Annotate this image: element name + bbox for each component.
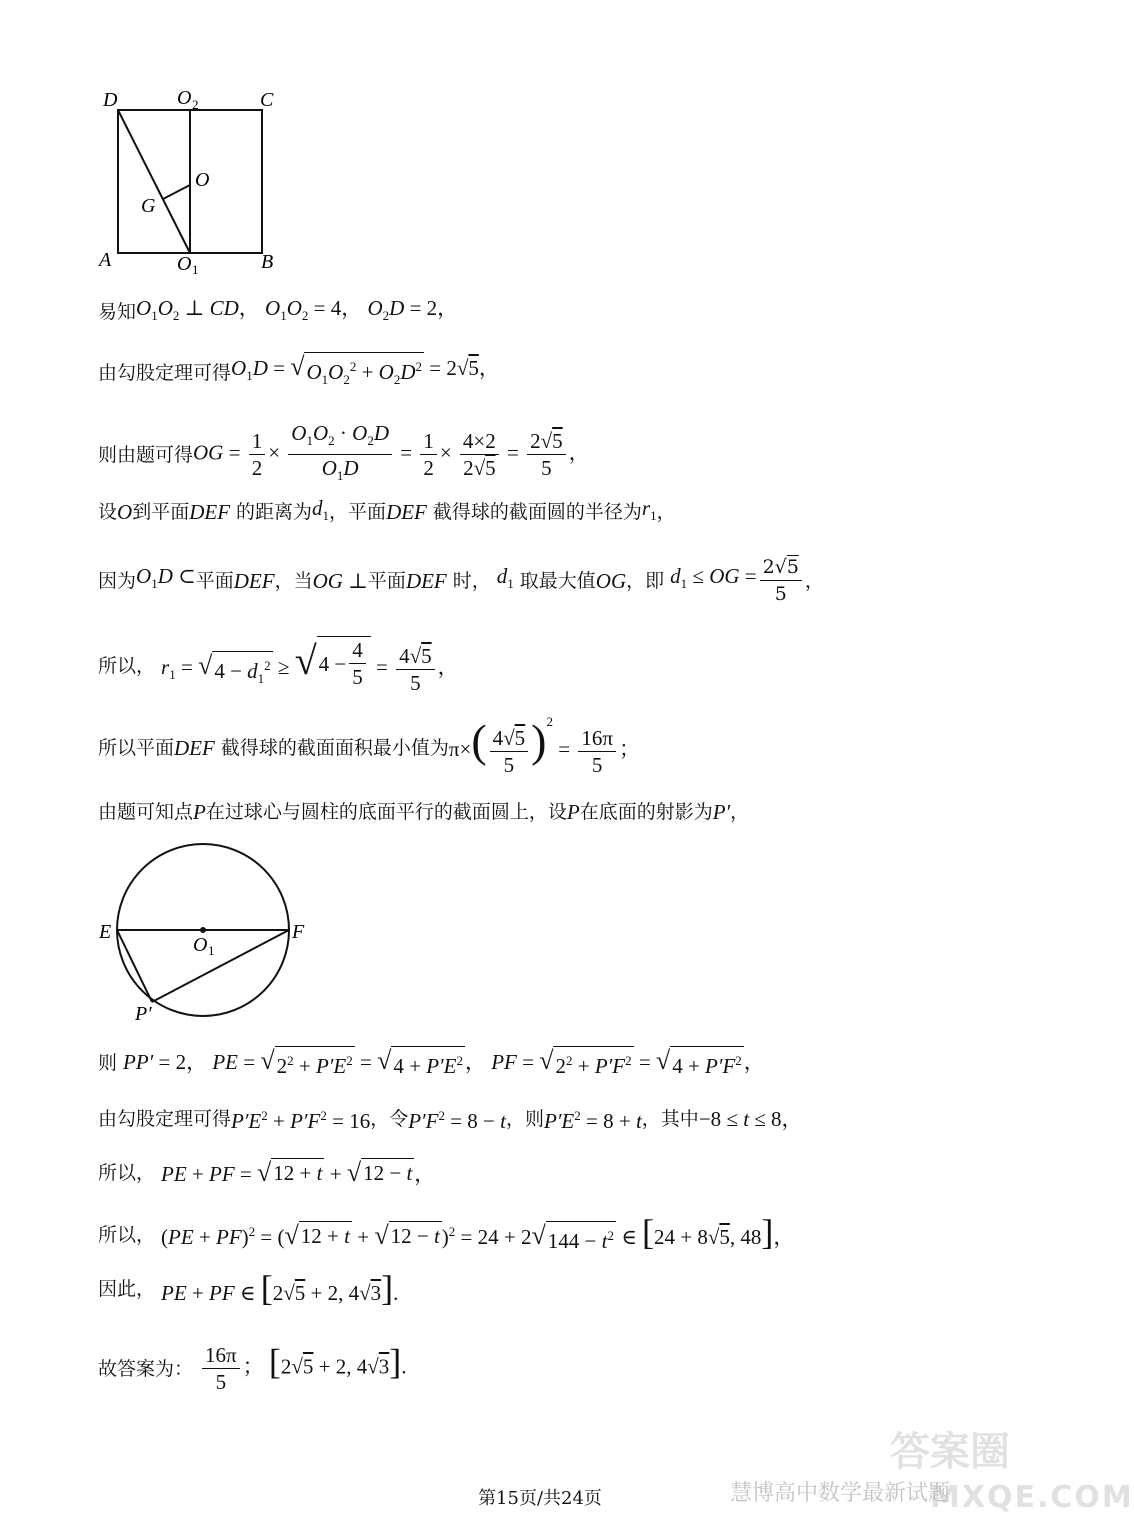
label-O2: O xyxy=(177,87,192,109)
math-6: $r_1$ = √ $4 - d_1^2$ ≥ √ 4 − $\frac{4}{5}$ = $\frac{4√5}{5}$ ， xyxy=(161,638,459,695)
math-13: PE + PF ∈ [2√5 + 2, 4√3]. xyxy=(161,1268,399,1308)
math-12: (PE + PF)$^2$ = ( √ 12 + t + √ 12 − t )$^2$ = 24 + 2 √ $144 - t^2$ ∈ [24 + 8√5, 48]， xyxy=(161,1212,795,1253)
label-E: E xyxy=(99,921,112,943)
text-line-11: 所以， PE + PF = √ 12 + t + √ 12 − t ， xyxy=(98,1158,436,1187)
label-O1-circle: O xyxy=(193,934,208,956)
label-O1-circle-sub: 1 xyxy=(208,943,215,958)
text-line-3: 则由题可得 OG = $\frac{1}{2}$ × $\frac{O_1O_2 \cdot O_2D}{O_1D}$ = $\frac{1}{2}$ × $\frac{4\times 2}{2√5}$ = $\frac{2√5}{5}$ ， xyxy=(98,420,590,489)
text-line-6: 所以， $r_1$ = √ $4 - d_1^2$ ≥ √ 4 − $\frac{4}{5}$ = $\frac{4√5}{5}$ ， xyxy=(98,638,459,695)
text-line-9: 则 PP′ = 2， PE = √ $2^2 + P'E^2$ = √ $4 + P'E^2$ ， PF = √ $2^2 + P'F^2$ = √ $4 + P'F^2$ ， xyxy=(98,1046,765,1078)
text-line-7: 所以平面 DEF 截得球的截面面积最小值为 π×( $\frac{4√5}{5}$ )$^2$ = $\frac{16\pi}{5}$ ； xyxy=(98,714,640,777)
figure-circle xyxy=(95,836,325,1032)
page-number: 第15页/共24页 xyxy=(478,1488,602,1509)
label-O2-sub: 2 xyxy=(192,97,199,112)
text-line-8: 由题可知点 P 在过球心与圆柱的底面平行的截面圆上，设 P 在底面的射影为 P′ ， xyxy=(98,800,750,824)
math-14: $\frac{16\pi}{5}$ ； [2√5 + 2, 4√3]. xyxy=(199,1342,407,1395)
math-11: PE + PF = √ 12 + t + √ 12 − t ， xyxy=(161,1158,436,1187)
wechat-watermark: 慧博高中数学最新试题 xyxy=(730,1481,951,1506)
label-O: O xyxy=(195,169,210,191)
figure-rectangle xyxy=(95,84,295,277)
text-line-10: 由勾股定理可得 $P'E^2 + P'F^2 = 16$ ，令 $P'F^2 = 8 - t$ ，则 $P'E^2 = 8 + t$ ，其中 −8 ≤ t ≤ 8， xyxy=(98,1106,803,1133)
label-D: D xyxy=(103,89,118,111)
text-line-12: 所以， (PE + PF)$^2$ = ( √ 12 + t + √ 12 − t )$^2$ = 24 + 2 √ $144 - t^2$ ∈ [24 + 8√5, 48]， xyxy=(98,1212,795,1253)
logo-watermark: 答案圈 xyxy=(890,1429,1010,1475)
text-line-14: 故答案为： $\frac{16\pi}{5}$ ； [2√5 + 2, 4√3]. xyxy=(98,1341,407,1394)
label-G: G xyxy=(141,195,156,217)
text-line-1: 易知 $O_1O_2$ ⊥ CD， $O_1O_2 = 4$， $O_2D = 2$， xyxy=(98,294,458,330)
label-F: F xyxy=(292,921,305,943)
math-2: $O_1D$ = √ $O_1O_2^2 + O_2D^2$ = 2√5， xyxy=(231,352,500,394)
math-7: π×( $\frac{4√5}{5}$ )$^2$ = $\frac{16\pi}{5}$ ； xyxy=(448,714,640,777)
label-C: C xyxy=(260,89,274,111)
text-line-13: 因此， PE + PF ∈ [2√5 + 2, 4√3]. xyxy=(98,1268,399,1308)
label-P-prime: P′ xyxy=(135,1003,152,1025)
text-line-2: 由勾股定理可得 $O_1D$ = √ $O_1O_2^2 + O_2D^2$ = 2√5， xyxy=(98,352,500,394)
math-9: PP′ = 2， PE = √ $2^2 + P'E^2$ = √ $4 + P'E^2$ ， PF = √ $2^2 + P'F^2$ = √ $4 + P'F^2$ ， xyxy=(123,1046,765,1078)
site-watermark: MXQE.COM xyxy=(930,1480,1134,1515)
math-3: OG = $\frac{1}{2}$ × $\frac{O_1O_2 \cdot O_2D}{O_1D}$ = $\frac{1}{2}$ × $\frac{4\times 2}{2√5}$ = $\frac{2√5}{5}$ ， xyxy=(193,421,590,484)
label-B: B xyxy=(261,251,274,273)
text-line-4: 设 O 到平面 DEF 的距离为 $d_1$ ，平面 DEF 截得球的截面圆的半径为 $r_1$ ， xyxy=(98,496,676,525)
label-O1-sub: 1 xyxy=(192,262,199,277)
label-A: A xyxy=(99,249,112,271)
text-line-5: 因为 $O_1D$ ⊂ 平面 DEF ，当 OG ⊥ 平面 DEF 时， $d_1$ 取最大值 OG ，即 $d_1$ ≤ OG = $\frac{2√5}{5}$ ， xyxy=(98,556,824,605)
math-1: $O_1O_2$ ⊥ CD， $O_1O_2 = 4$， $O_2D = 2$， xyxy=(136,296,459,324)
label-O1: O xyxy=(177,253,192,275)
